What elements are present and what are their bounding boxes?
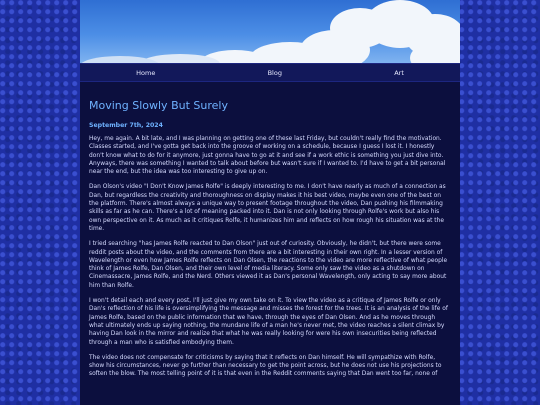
main-nav bbox=[80, 63, 460, 82]
sky-banner bbox=[80, 0, 460, 63]
post-paragraph: I won't detail each and every post, I'll just give my own take on it. To view the video as a critique of James Rolfe or only Dan's reflection of his life is oversimplifying the message and misses the forest for the trees. It is an analysis of the life of James Rolfe, based on the public information that we have, through the eyes of Dan Olsen. And as he moves through what ultimately ends up saying nothing, the mundane life of a man he's never met, the video reaches a silent climax by having Dan look in the mirror and realize that what he was really looking for were his own insecurities being reflected through a man who is satisfied embodying them. bbox=[89, 298, 448, 346]
nav-link-home[interactable]: Home bbox=[136, 68, 156, 77]
post-date: September 7th, 2024 bbox=[89, 122, 163, 129]
post-paragraph: Hey, me again. A bit late, and I was planning on getting one of these last Friday, but couldn't really find the motivation. Classes started, and I've gotta get back into the groove of working on a schedule, because I guess I lost it. I honestly don't know what to do for it anymore, just gonna have to go at it and see if a work ethic is something you just dive into. Anyways, there was something I wanted to talk about before but wasn't sure if I wanted to. I'd have to get a bit personal near the end, but the idea was too interesting to give up on. bbox=[89, 136, 446, 176]
post-paragraph: I tried searching "has James Rolfe reacted to Dan Olson" just out of curiosity. Obviously, he didn't, but there were some reddit posts about the video, and the comments from there are a bit interesting in their own right. In a lesser version of Wavelength or even how James Rolfe reflects on Dan Olsen, the reactions to the video are more reflective of what people think of James Rolfe, Dan Olsen, and their own level of media literacy. Some only saw the video as a shutdown on Cinemassacre, James Rolfe, and the Nerd. Others viewed it as Dan's personal Wavelength, only acting to say more about him than Rolfe. bbox=[89, 241, 448, 289]
nav-link-blog[interactable]: Blog bbox=[267, 68, 282, 77]
post-title: Moving Slowly But Surely bbox=[89, 99, 228, 112]
page-container bbox=[80, 0, 460, 405]
post-paragraph: Dan Olson's video "I Don't Know James Rolfe" is deeply interesting to me. I don't have nearly as much of a connection as Dan, but regardless the creativity and thoroughness on display makes it his best video, maybe even one of the best on the platform. There's almost always a unique way to present footage throughout the video, Dan pushing his filmmaking skills as far as he can. There's a lot of meaning packed into it. Dan is not only looking through Rolfe's work but also his own perspective on it. As much as it critiques Rolfe, it humanizes him and reflects on how rough his situation was at the time. bbox=[89, 184, 446, 232]
nav-link-art[interactable]: Art bbox=[394, 68, 404, 77]
post-paragraph: The video does not compensate for criticisms by saying that it reflects on Dan himself. He will sympathize with Rolfe, show his circumstances, never go further than necessary to get the point across, but he does not use his projections to soften the blow. The most telling point of it is that even in the Reddit comments saying that Dan went too far, none of bbox=[89, 354, 442, 378]
post-content bbox=[80, 99, 460, 379]
